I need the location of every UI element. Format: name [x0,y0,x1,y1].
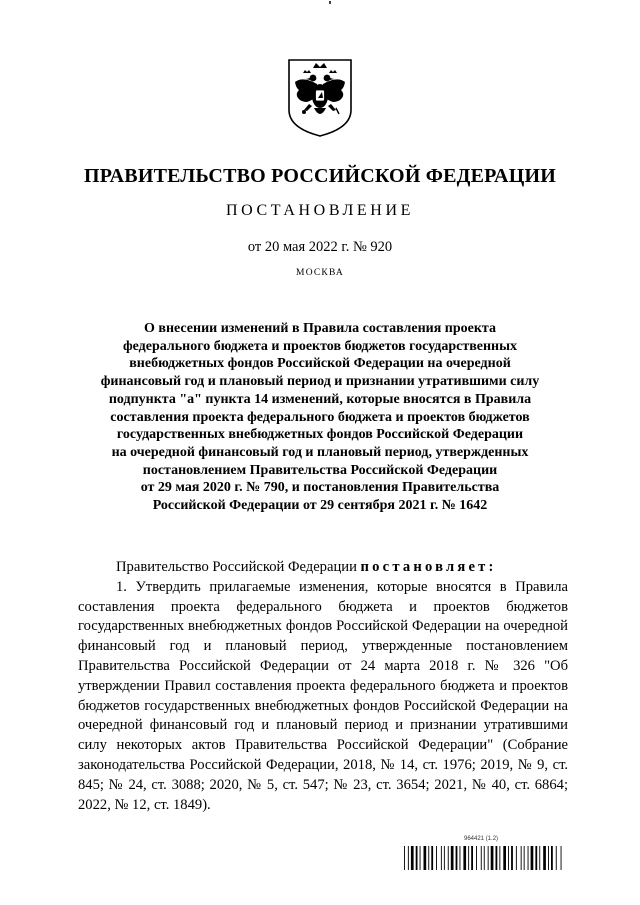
barcode-bar [503,846,506,870]
barcode-bar [431,846,433,870]
subject-line: на очередной финансовый год и плановый период, утвержденных [111,444,529,460]
barcode-bar [521,846,522,870]
barcode-bar [424,846,427,870]
barcode-bar [548,846,549,870]
barcode-bar [420,846,421,870]
barcode-bar [444,846,445,870]
scan-speck [329,1,331,4]
subject-line: подпункта "а" пункта 14 изменений, которые вносятся в Правила [108,391,532,407]
barcode-bar [491,846,494,870]
resolution-lead [78,558,568,578]
barcode-bar [499,846,500,870]
barcode-bar [428,846,429,870]
subject-line: О внесении изменений в Правила составления проекта [144,321,496,336]
document-date-number: от 20 мая 2022 г. № 920 [247,239,393,255]
barcode-bar [404,846,405,870]
document-type: ПОСТАНОВЛЕНИЕ [226,202,414,219]
barcode-bar [463,846,466,870]
barcode-bar [471,846,473,870]
barcode-bar [535,846,537,870]
barcode-bar [528,846,529,870]
barcode-bar [476,846,477,870]
barcode-bar [468,846,469,870]
subject-line: федерального бюджета и проектов бюджетов государственных [122,338,518,354]
subject-line: Российской Федерации от 29 сентября 2021 г. № 1642 [152,498,488,514]
resolves-word: постановляет: [360,559,497,575]
subject-line: финансовый год и плановый период и признании утратившими силу [100,374,540,390]
subject-line: от 29 мая 2020 г. № 790, и постановления Правительства [140,480,500,496]
barcode-bar [508,846,509,870]
barcode-icon [404,846,564,870]
barcode-bar [408,846,409,870]
document-body [78,558,568,815]
barcode-bar [456,846,458,870]
barcode-bar [416,846,418,870]
barcode-bar [488,846,489,870]
subject-line: составления проекта федерального бюджета и проектов бюджетов [110,409,530,425]
subject-line: постановлением Правительства Российской Федерации [142,462,498,478]
barcode-bar [561,846,562,870]
barcode-bar [481,846,482,870]
barcode-bar [516,846,517,870]
document-subject [80,320,560,515]
city: МОСКВА [296,268,344,278]
barcode-bar [496,846,498,870]
subject-line: государственных внебюджетных фондов Российской Федерации [116,427,524,443]
barcode-bar [448,846,449,870]
paragraph-item-1: 1. Утвердить прилагаемые изменения, которые вносятся в Правила составления проекта федерального бюджета и проектов бюджетов государственных внебюджетных фондов Российской Федерации на очередной финансовый год и плановый период, утвержденные постановлением Правительства Российской Федерации от 24 марта 2018 г. № 326 "Об утверждении Правил составления проекта федерального бюджета и проектов бюджетов государственных внебюджетных фондов Российской Федерации на очередной финансовый год и плановый период и признании утратившими силу некоторых актов Правительства Российской Федерации" (Собрание законодательства Российской Федерации, 2018, № 14, ст. 1976; 2019, № 9, ст. 845; № 24, ст. 3088; 2020, № 5, ст. 547; № 23, ст. 3654; 2021, № 40, ст. 6864; 2022, № 12, ст. 1849). [78,578,568,813]
government-title: ПРАВИТЕЛЬСТВО РОССИЙСКОЙ ФЕДЕРАЦИИ [84,165,556,187]
barcode-bar [543,846,546,870]
document-code: 964421 (1.2) [464,836,499,842]
barcode-bar [441,846,442,870]
barcode-bar [436,846,437,870]
barcode-bar [484,846,485,870]
barcode-bar [539,846,540,870]
barcode-bar [531,846,534,870]
lead-text: Правительство Российской Федерации [116,559,361,575]
barcode-bar [460,846,461,870]
barcode-bar [556,846,557,870]
barcode-bar [551,846,553,870]
barcode-bar [511,846,513,870]
barcode-bar [411,846,414,870]
subject-line: внебюджетных фондов Российской Федерации на очередной [129,356,511,372]
barcode-bar [451,846,454,870]
coat-of-arms-icon [287,58,353,138]
barcode-bar [524,846,525,870]
